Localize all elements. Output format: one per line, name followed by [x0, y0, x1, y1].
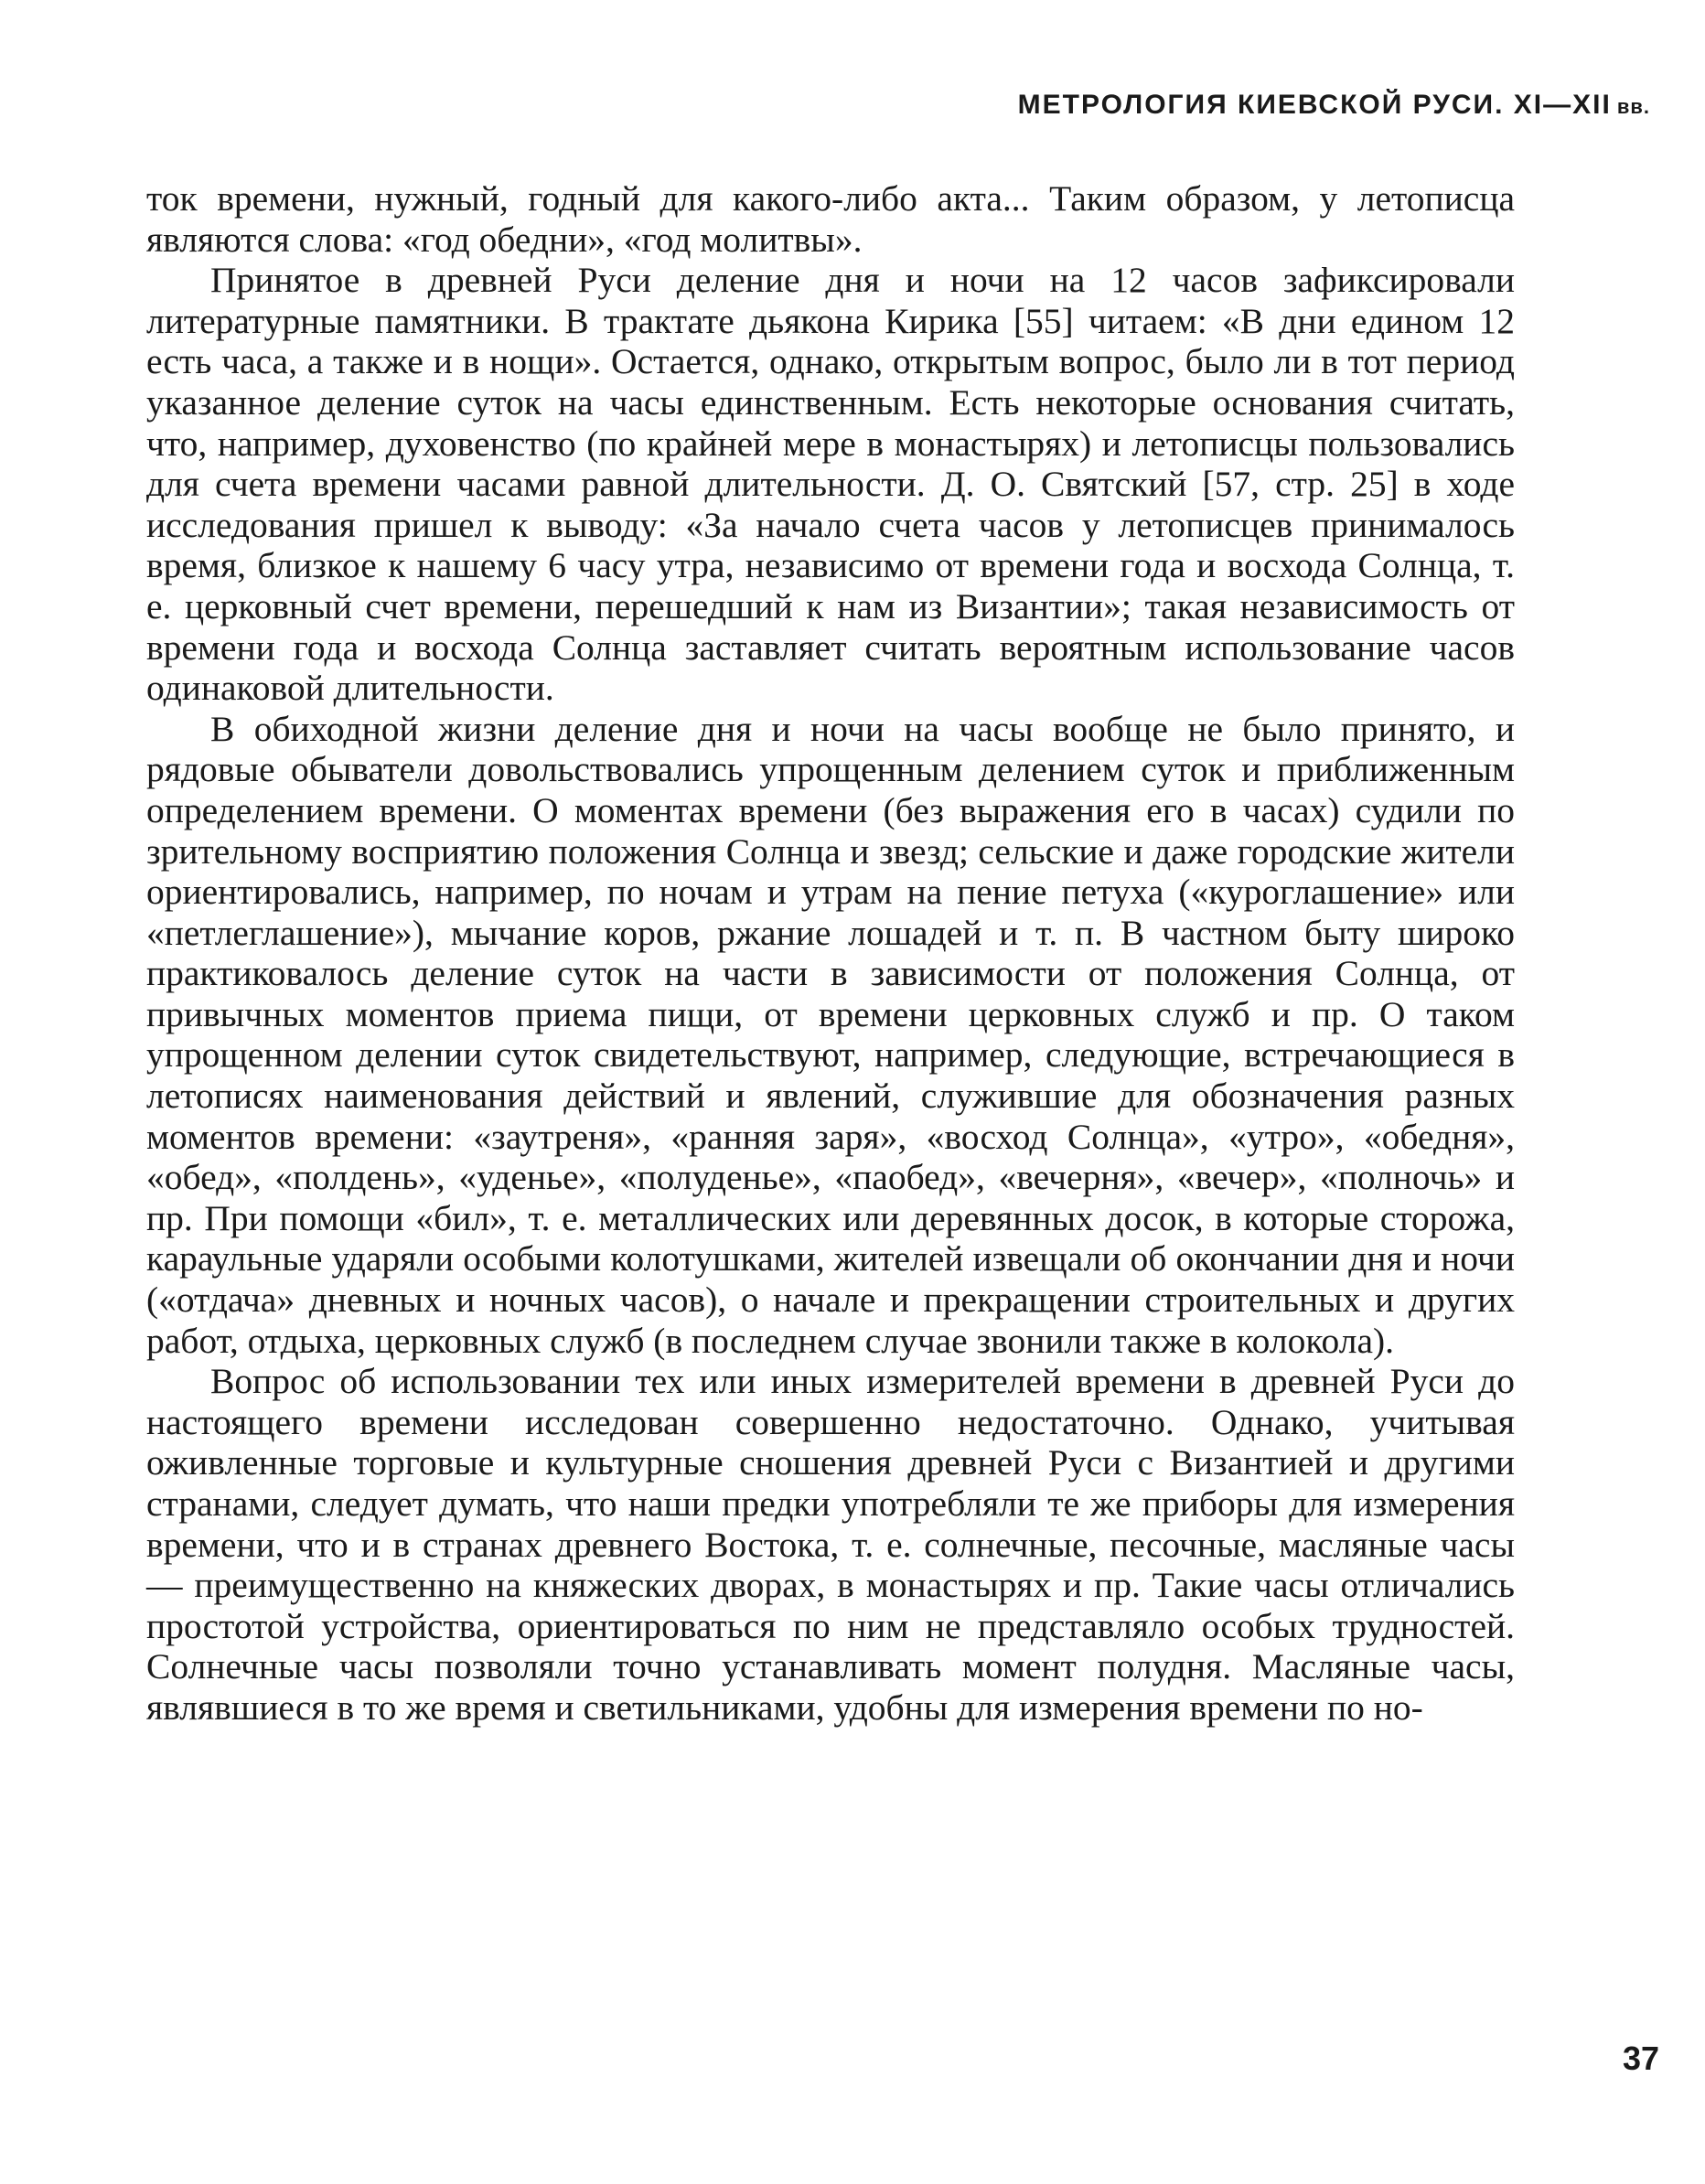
running-header [1018, 90, 1650, 121]
paragraph-4: Вопрос об использовании тех или иных измерителей времени в древней Руси до настоящего времени исследован совершенно недостаточно. Однако, учитывая оживленные торговые и культурные сношения древней Руси с Византией и другими странами, следует думать, что наши предки употребляли те же приборы для измерения времени, что и в странах древнего Востока, т. е. солнечные, песочные, масляные часы — преимущественно на княжеских дворах, в монастырях и пр. Такие часы отличались простотой устройства, ориентироваться по ним не представляло особых трудностей. Солнечные часы позволяли точно устанавливать момент полудня. Масляные часы, являвшиеся в то же время и светильниками, удобны для измерения времени по но- [146, 1361, 1515, 1728]
main-text [146, 178, 1515, 1729]
running-header-title: МЕТРОЛОГИЯ КИЕВСКОЙ РУСИ. XI—XII [1017, 90, 1612, 120]
paragraph-1: ток времени, нужный, годный для какого-либо акта... Таким образом, у летописца являются слова: «год обедни», «год молитвы». [146, 178, 1515, 260]
paragraph-2: Принятое в древней Руси деление дня и ночи на 12 часов зафиксировали литературные памятники. В трактате дьякона Кирика [55] читаем: «В дни едином 12 есть часа, а также и в нощи». Остается, однако, открытым вопрос, было ли в тот период указанное деление суток на часы единственным. Есть некоторые основания считать, что, например, духовенство (по крайней мере в монастырях) и летописцы пользовались для счета времени часами равной длительности. Д. О. Святский [57, стр. 25] в ходе исследования пришел к выводу: «За начало счета часов у летописцев принималось время, близкое к нашему 6 часу утра, независимо от времени года и восхода Солнца, т. е. церковный счет времени, перешедший к нам из Византии»; такая независимость от времени года и восхода Солнца заставляет считать вероятным использование часов одинаковой длительности. [146, 260, 1515, 709]
page-number: 37 [1622, 2039, 1659, 2077]
paragraph-3: В обиходной жизни деление дня и ночи на часы вообще не было принято, и рядовые обыватели довольствовались упрощенным делением суток и приближенным определением времени. О моментах времени (без выражения его в часах) судили по зрительному восприятию положения Солнца и звезд; сельские и даже городские жители ориентировались, например, по ночам и утрам на пение петуха («куроглашение» или «петлеглашение»), мычание коров, ржание лошадей и т. п. В частном быту широко практиковалось деление суток на части в зависимости от положения Солнца, от привычных моментов приема пищи, от времени церковных служб и пр. О таком упрощенном делении суток свидетельствуют, например, следующие, встречающиеся в летописях наименования действий и явлений, служившие для обозначения разных моментов времени: «заутреня», «ранняя заря», «восход Солнца», «утро», «обедня», «обед», «полдень», «уденье», «полуденье», «паобед», «вечерня», «вечер», «полночь» и пр. При помощи «бил», т. е. металлических или деревянных досок, в которые сторожа, караульные ударяли особыми колотушками, жителей извещали об окончании дня и ночи («отдача» дневных и ночных часов), о начале и прекращении строительных и других работ, отдыха, церковных служб (в последнем случае звонили также в колокола). [146, 708, 1515, 1361]
running-header-suffix: вв. [1616, 95, 1650, 118]
